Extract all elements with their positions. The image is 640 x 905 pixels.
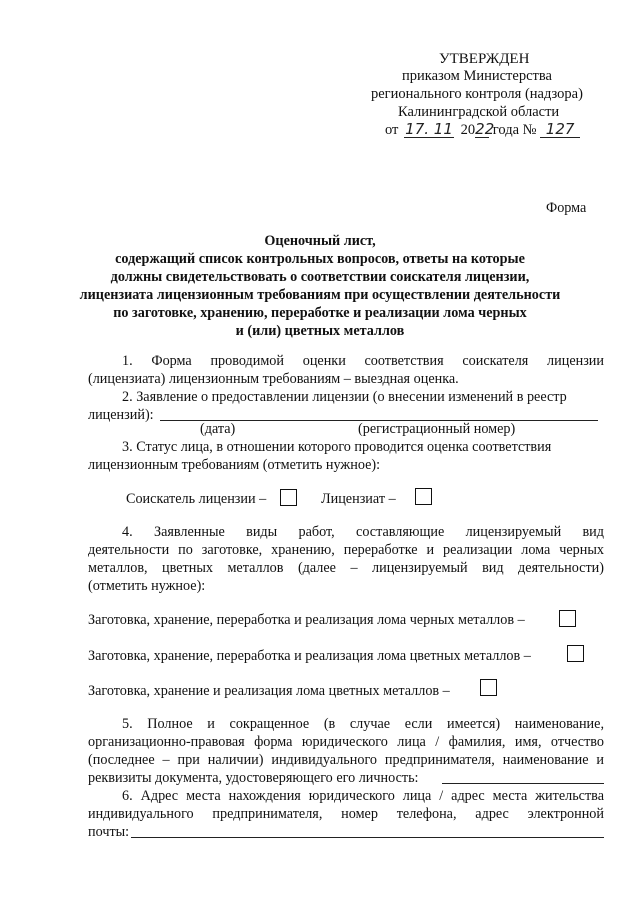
item-1-line-1: 1. Форма проводимой оценки соответствия соискателя лицензии <box>122 353 604 369</box>
document-title-line-6: и (или) цветных металлов <box>235 323 405 339</box>
item-3-line-2: лицензионным требованиям (отметить нужное): <box>88 457 381 473</box>
item-5-line-3: (последнее – при наличии) индивидуального предпринимателя, наименование и <box>88 752 604 768</box>
item-5-line-1: 5. Полное и сокращенное (в случае если имеется) наименование, <box>122 716 604 732</box>
item-6-line-3: почты: <box>88 824 130 840</box>
year-word: года № <box>492 122 537 138</box>
item-6-line-1: 6. Адрес места нахождения юридического лица / адрес места жительства <box>122 788 604 804</box>
item-1-line-2: (лицензиата) лицензионным требованиям – выездная оценка. <box>88 371 459 387</box>
item-4-line-3: металлов, цветных металлов (далее – лицензируемый вид деятельности) <box>88 560 604 576</box>
form-label: Форма <box>546 200 587 216</box>
document-title-line-3: должны свидетельствовать о соответствии соискателя лицензии, <box>110 269 530 285</box>
approval-date-line <box>385 121 580 140</box>
approval-line-2: регионального контроля (надзора) <box>371 86 583 102</box>
item-5-line-4: реквизиты документа, удостоверяющего его личность: <box>88 770 419 786</box>
item-4-line-1: 4. Заявленные виды работ, составляющие лицензируемый вид <box>122 524 604 540</box>
approval-line-1: приказом Министерства <box>402 68 552 84</box>
work-ferrous-checkbox[interactable] <box>559 610 576 627</box>
status-option-applicant: Соискатель лицензии – <box>126 491 267 507</box>
address-blank-line[interactable] <box>131 837 604 838</box>
item-3-line-1: 3. Статус лица, в отношении которого проводится оценка соответствия <box>122 439 552 455</box>
year-prefix: 20 <box>460 122 476 138</box>
entity-name-blank-line[interactable] <box>442 783 604 784</box>
item-6-line-2: индивидуального предпринимателя, номер телефона, адрес электронной <box>88 806 604 822</box>
work-option-nonferrous-no-processing: Заготовка, хранение и реализация лома цветных металлов – <box>88 683 450 699</box>
document-title-line-1: Оценочный лист, <box>264 233 376 249</box>
item-4-line-4: (отметить нужное): <box>88 578 206 594</box>
status-option-licensee: Лицензиат – <box>321 491 396 507</box>
status-licensee-checkbox[interactable] <box>415 488 432 505</box>
handwritten-order-number: 127 <box>540 122 580 138</box>
work-nonferrous-no-processing-checkbox[interactable] <box>480 679 497 696</box>
handwritten-year: 22 <box>475 120 495 138</box>
caption-registration-number: (регистрационный номер) <box>358 421 516 437</box>
item-5-line-2: организационно-правовая форма юридического лица / фамилия, имя, отчество <box>88 734 604 750</box>
item-2-line-1: 2. Заявление о предоставлении лицензии (о внесении изменений в реестр <box>122 389 567 405</box>
document-title-line-2: содержащий список контрольных вопросов, ответы на которые <box>115 251 525 267</box>
item-2-line-2: лицензий): <box>88 407 154 423</box>
work-option-nonferrous: Заготовка, хранение, переработка и реализация лома цветных металлов – <box>88 648 531 664</box>
document-title-line-5: по заготовке, хранению, переработке и реализации лома черных <box>113 305 527 321</box>
work-option-ferrous: Заготовка, хранение, переработка и реализация лома черных металлов – <box>88 612 525 628</box>
document-title-line-4: лицензиата лицензионным требованиям при осуществлении деятельности <box>79 287 561 303</box>
item-4-line-2: деятельности по заготовке, хранению, переработке и реализации лома черных <box>88 542 604 558</box>
approval-line-3: Калининградской области <box>398 104 560 120</box>
approval-heading: УТВЕРЖДЕН <box>439 51 530 67</box>
work-nonferrous-checkbox[interactable] <box>567 645 584 662</box>
status-applicant-checkbox[interactable] <box>280 489 297 506</box>
caption-date: (дата) <box>200 421 236 437</box>
handwritten-date: 17. 11 <box>405 120 453 138</box>
date-prefix: от <box>385 122 399 138</box>
